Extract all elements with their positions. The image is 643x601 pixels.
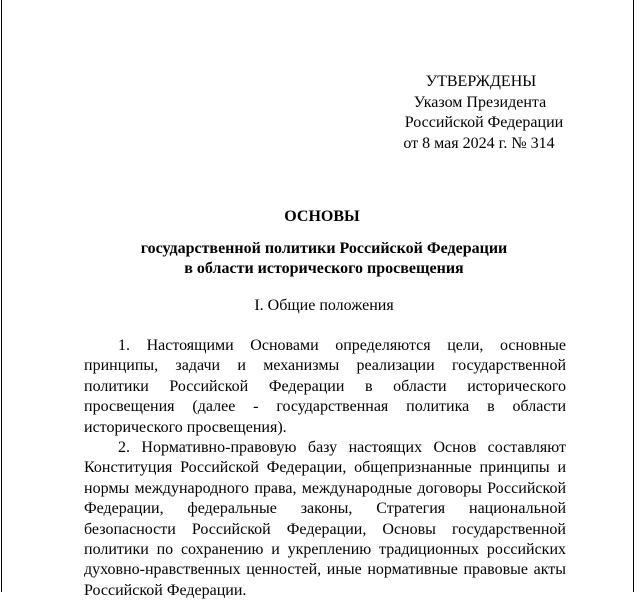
approval-authority: Российской Федерации <box>404 114 564 131</box>
paragraph-2: 2. Нормативно-правовую базу настоящих Основ составляют Конституция Российской Федерации, общепризнанные принципы и нормы международного права, международные договоры Российской Федерации, федеральные законы, Стратегия национальной безопасности Российской Федерации, Основы государственной политики по сохранению и укреплению традиционных российских духовно-нравственных ценностей, иные нормативные правовые акты Российской Федерации. <box>84 439 566 599</box>
approval-decree: Указом Президента <box>413 93 547 111</box>
approval-date: от 8 мая 2024 г. № 314 <box>403 134 555 152</box>
section-heading: I. Общие положения <box>254 297 394 314</box>
document-body <box>84 336 566 601</box>
title-subtitle-line1: государственной политики Российской Федерации <box>140 240 508 257</box>
approval-heading: УТВЕРЖДЕНЫ <box>425 73 537 90</box>
page-right-border <box>633 0 634 592</box>
page-left-border <box>1 0 2 592</box>
approval-stamp <box>380 72 580 154</box>
title-subtitle-line2: в области исторического просвещения <box>184 260 464 277</box>
title-main: ОСНОВЫ <box>284 208 360 225</box>
paragraph-1: 1. Настоящими Основами определяются цели, основные принципы, задачи и механизмы реализации государственной политики Российской Федерации в области исторического просвещения (далее - государственная политика в области исторического просвещения). <box>84 337 566 436</box>
document-title <box>84 207 564 279</box>
